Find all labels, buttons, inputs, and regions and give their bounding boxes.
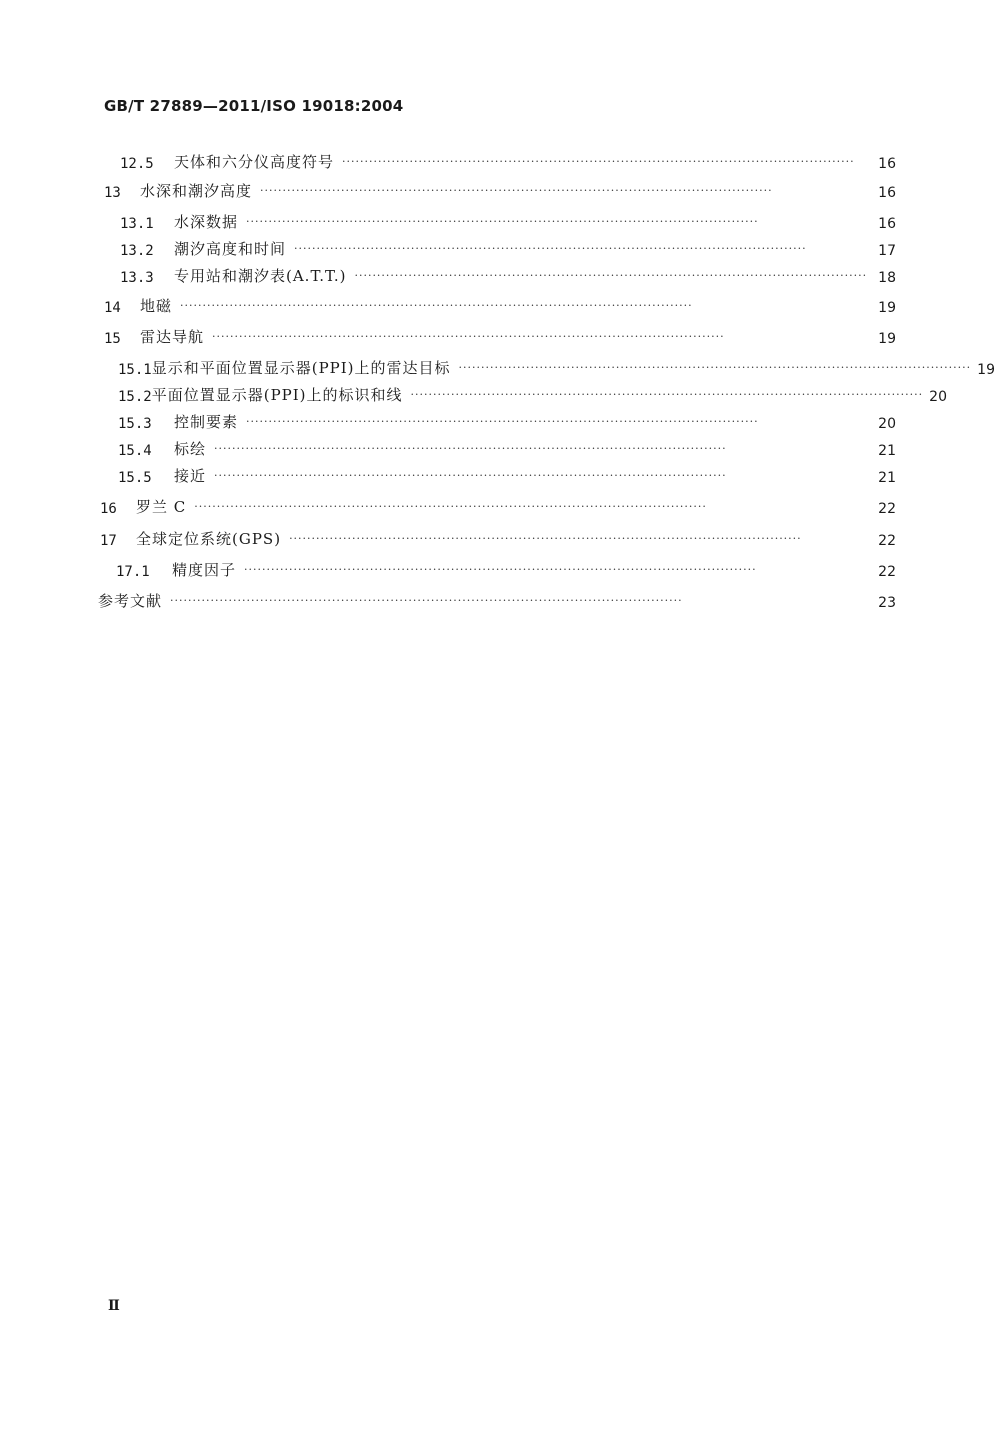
leader-dots: ··················································································································: [410, 388, 924, 401]
toc-number: 13.3: [120, 270, 154, 286]
leader-dots: ··················································································································: [260, 184, 773, 197]
toc-page: 17: [878, 243, 896, 259]
leader-dots: ··················································································································: [194, 500, 707, 513]
toc-entry-14: [104, 292, 896, 316]
toc-title: 控制要素: [174, 413, 239, 431]
leader-dots: ··················································································································: [354, 269, 868, 282]
toc-page: 20: [878, 416, 896, 432]
toc-number: 15.1: [118, 362, 152, 378]
leader-dots: ··················································································································: [289, 532, 802, 545]
toc-title: 罗兰 C: [136, 498, 187, 516]
leader-dots: ··················································································································: [342, 155, 855, 168]
toc-title: 接近: [174, 467, 207, 485]
toc-page: 19: [878, 300, 896, 316]
toc-number: 15.2: [118, 389, 152, 405]
toc-page: 19: [977, 362, 995, 378]
leader-dots: ··················································································································: [180, 299, 693, 312]
toc-entry-15-2: [118, 381, 947, 405]
toc-page: 23: [878, 595, 896, 611]
toc-number: 15: [104, 331, 121, 347]
toc-title: 潮汐高度和时间: [174, 240, 287, 258]
toc-number: 15.3: [118, 416, 152, 432]
toc-number: 12.5: [120, 156, 154, 172]
toc-title: 水深数据: [174, 213, 239, 231]
leader-dots: ··················································································································: [170, 594, 683, 607]
toc-entry-13-1: [120, 208, 896, 232]
toc-entry-12-5: [120, 148, 896, 172]
toc-number: 13: [104, 185, 121, 201]
toc-title: 平面位置显示器(PPI)上的标识和线: [151, 386, 403, 404]
toc-number: 17: [100, 533, 117, 549]
toc-entry-13: [104, 177, 896, 201]
toc-entry-13-3: [120, 262, 896, 286]
toc-entry-17-1: [116, 556, 896, 580]
toc-number: 15.4: [118, 443, 152, 459]
toc-entry-16: [100, 493, 896, 517]
toc-page: 21: [878, 470, 896, 486]
toc-title: 天体和六分仪高度符号: [174, 153, 335, 171]
toc-title: 水深和潮汐高度: [140, 182, 253, 200]
leader-dots: ··················································································································: [244, 563, 757, 576]
toc-title: 精度因子: [172, 561, 237, 579]
toc-number: 16: [100, 501, 117, 517]
toc-title: 显示和平面位置显示器(PPI)上的雷达目标: [151, 359, 451, 377]
leader-dots: ··················································································································: [212, 330, 725, 343]
toc-page: 16: [878, 156, 896, 172]
toc-entry-15-5: [118, 462, 896, 486]
toc-number: 17.1: [116, 564, 150, 580]
toc-title: 地磁: [140, 297, 173, 315]
toc-title: 标绘: [174, 440, 207, 458]
leader-dots: ··················································································································: [246, 215, 759, 228]
leader-dots: ··················································································································: [294, 242, 807, 255]
leader-dots: ··················································································································: [458, 361, 972, 374]
toc-page: 19: [878, 331, 896, 347]
toc-number: 14: [104, 300, 121, 316]
toc-title: 雷达导航: [140, 328, 205, 346]
toc-entry-15-1: [118, 354, 995, 378]
toc-entry-15: [104, 323, 896, 347]
toc-page: 21: [878, 443, 896, 459]
toc-entry-17: [100, 525, 896, 549]
toc-entry-15-4: [118, 435, 896, 459]
page-number: Ⅱ: [108, 1298, 120, 1314]
toc-page: 16: [878, 216, 896, 232]
toc-entry-13-2: [120, 235, 896, 259]
toc-page: 22: [878, 533, 896, 549]
toc-number: 15.5: [118, 470, 152, 486]
document-header: GB/T 27889—2011/ISO 19018:2004: [104, 97, 404, 115]
toc-title: 参考文献: [98, 592, 163, 610]
toc-entry-15-3: [118, 408, 896, 432]
toc-page: 16: [878, 185, 896, 201]
toc-page: 22: [878, 564, 896, 580]
leader-dots: ··················································································································: [246, 415, 759, 428]
toc-number: 13.2: [120, 243, 154, 259]
leader-dots: ··················································································································: [214, 469, 727, 482]
toc-page: 18: [878, 270, 896, 286]
toc-title: 专用站和潮汐表(A.T.T.): [174, 267, 347, 285]
toc-page: 22: [878, 501, 896, 517]
toc-number: 13.1: [120, 216, 154, 232]
toc-title: 全球定位系统(GPS): [136, 530, 282, 548]
leader-dots: ··················································································································: [214, 442, 727, 455]
toc-page: 20: [929, 389, 947, 405]
toc-entry-bibliography: [98, 587, 896, 611]
